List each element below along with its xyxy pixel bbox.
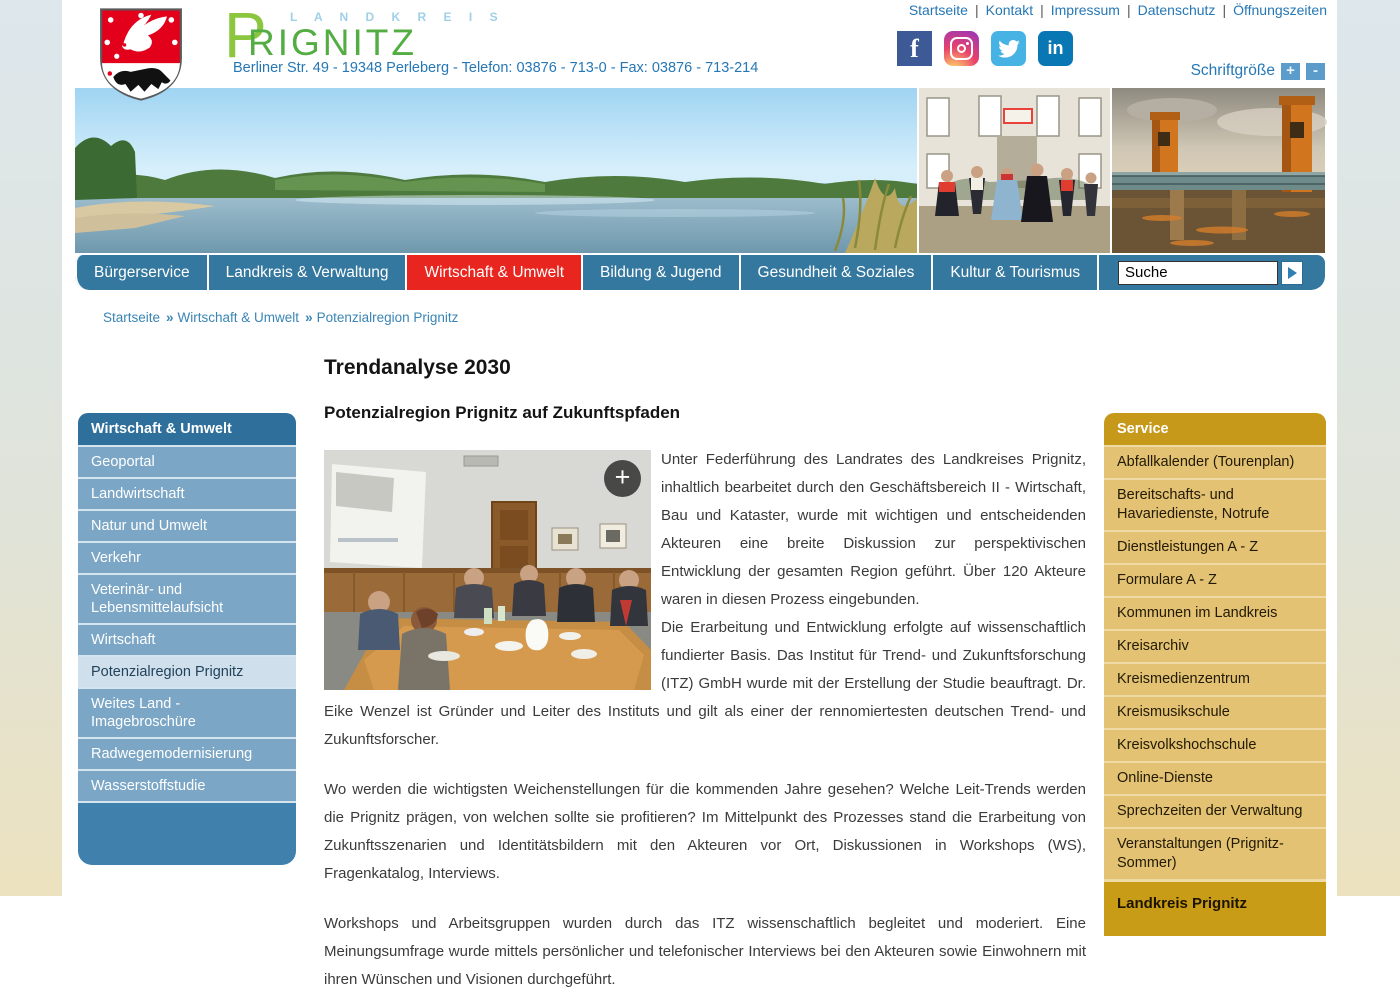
service-item-kommunen[interactable]: Kommunen im Landkreis [1104, 596, 1326, 629]
service-item-kreismedienzentrum[interactable]: Kreismedienzentrum [1104, 662, 1326, 695]
paragraph-4: Workshops und Arbeitsgruppen wurden durch das ITZ wissenschaftlich begleitet und moderiert. Eine Meinungsumfrage wurde mittels persönlicher und telefonischer Interviews bei den Akteuren sowie Einwohnern mit ihren Wünschen und Visionen durchgeführt. [324, 915, 1086, 988]
article-body [324, 446, 1086, 994]
banner-photo-dancers [919, 88, 1110, 253]
service-item-kreismusikschule[interactable]: Kreismusikschule [1104, 695, 1326, 728]
sidebar-item-veterinaer[interactable]: Veterinär- und Lebensmittelaufsicht [78, 573, 296, 623]
service-item-bereitschaftsdienste[interactable]: Bereitschafts- und Havariedienste, Notrufe [1104, 478, 1326, 530]
facebook-icon[interactable]: f [897, 31, 932, 66]
header-banner [75, 88, 1325, 253]
tab-bildung-jugend[interactable]: Bildung & Jugend [583, 255, 741, 290]
top-link-oeffnungszeiten[interactable]: Öffnungszeiten [1233, 2, 1327, 18]
sidebar-item-natur-und-umwelt[interactable]: Natur und Umwelt [78, 509, 296, 541]
breadcrumb-wirtschaft-umwelt[interactable]: Wirtschaft & Umwelt [177, 310, 300, 325]
top-link-kontakt[interactable]: Kontakt [985, 2, 1034, 18]
link-separator: | [1126, 2, 1131, 18]
font-size-label: Schriftgröße [1190, 62, 1275, 79]
paragraph-3: Wo werden die wichtigsten Weichenstellungen für die kommenden Jahre gesehen? Welche Leit-Trends werden die Prignitz prägen, von welchen sollte sie profitieren? Im Mittelpunkt des Prozesses stand die Erarbeitung von Zukunftsszenarien und Identitätsbildern mit den Akteuren vor Ort, Diskussionen in Workshops (WS), Fragenkatalog, Interviews. [324, 781, 1086, 882]
instagram-icon[interactable] [944, 31, 979, 66]
link-separator: | [974, 2, 979, 18]
service-item-abfallkalender[interactable]: Abfallkalender (Tourenplan) [1104, 445, 1326, 478]
search-input[interactable] [1118, 261, 1278, 285]
sidebar-item-weites-land[interactable]: Weites Land - Imagebroschüre [78, 687, 296, 737]
sidebar-filler [78, 801, 296, 865]
instagram-camera-glyph [950, 37, 973, 60]
coat-of-arms-icon [95, 6, 187, 103]
service-sidebar [1104, 413, 1326, 936]
main-navigation [75, 255, 1325, 290]
photo-zoom-button[interactable]: + [604, 460, 641, 497]
social-links [897, 31, 1073, 66]
banner-photo-weir [1112, 88, 1325, 253]
breadcrumb [103, 310, 458, 325]
logo-initial: P [224, 0, 267, 71]
tab-landkreis-verwaltung[interactable]: Landkreis & Verwaltung [209, 255, 408, 290]
font-increase-button[interactable]: + [1281, 63, 1300, 80]
linkedin-icon[interactable]: in [1038, 31, 1073, 66]
tab-buergerservice[interactable]: Bürgerservice [75, 255, 209, 290]
service-item-dienstleistungen[interactable]: Dienstleistungen A - Z [1104, 530, 1326, 563]
breadcrumb-separator: » [305, 310, 311, 325]
meeting-room-photo [324, 450, 651, 690]
link-separator: | [1040, 2, 1044, 18]
twitter-bird-glyph [998, 40, 1020, 58]
content-column [62, 0, 1337, 988]
service-item-kreisvolkshochschule[interactable]: Kreisvolkshochschule [1104, 728, 1326, 761]
breadcrumb-current-page: Potenzialregion Prignitz [316, 310, 459, 325]
sidebar-item-potenzialregion-prignitz[interactable]: Potenzialregion Prignitz [78, 655, 296, 687]
sidebar-item-verkehr[interactable]: Verkehr [78, 541, 296, 573]
service-item-kreisarchiv[interactable]: Kreisarchiv [1104, 629, 1326, 662]
font-size-control [1191, 62, 1325, 80]
paragraph-1-text: Unter Federführung des Landrates des Landkreises Prignitz, inhaltlich bearbeitet durch den Geschäftsbereich II - Wirtschaft, Bau und Kataster, wurde mit wichtigen und entscheidenden Akteuren eine breite Diskussion zur perspektivischen Entwicklung der gesamten Region geführt. Über 120 Akteure waren in diesen Prozess eingebunden. [661, 451, 1086, 608]
font-decrease-button[interactable]: - [1306, 63, 1325, 80]
service-item-veranstaltungen[interactable]: Veranstaltungen (Prignitz-Sommer) [1104, 827, 1326, 879]
breadcrumb-startseite[interactable]: Startseite [103, 310, 161, 325]
service-item-formulare[interactable]: Formulare A - Z [1104, 563, 1326, 596]
service-item-sprechzeiten[interactable]: Sprechzeiten der Verwaltung [1104, 794, 1326, 827]
banner-photo-river [75, 88, 917, 253]
service-header[interactable]: Service [1104, 413, 1326, 445]
tab-gesundheit-soziales[interactable]: Gesundheit & Soziales [741, 255, 934, 290]
logo-kicker: L A N D K R E I S [290, 10, 505, 24]
top-link-impressum[interactable]: Impressum [1050, 2, 1120, 18]
top-link-startseite[interactable]: Startseite [908, 2, 968, 18]
sidebar-menu [78, 445, 296, 801]
search-submit-button[interactable] [1281, 261, 1303, 285]
article-photo[interactable] [324, 450, 651, 690]
link-separator: | [1222, 2, 1227, 18]
utility-nav [909, 2, 1327, 18]
service-item-online-dienste[interactable]: Online-Dienste [1104, 761, 1326, 794]
tab-kultur-tourismus[interactable]: Kultur & Tourismus [933, 255, 1099, 290]
contact-address: Berliner Str. 49 - 19348 Perleberg - Telefon: 03876 - 713-0 - Fax: 03876 - 713-214 [233, 60, 759, 76]
page-title: Trendanalyse 2030 [324, 356, 511, 379]
logo-name: RIGNITZ [248, 22, 417, 63]
sidebar-item-wirtschaft[interactable]: Wirtschaft [78, 623, 296, 655]
search-area [1118, 255, 1325, 290]
search-arrow-icon [1288, 267, 1297, 279]
top-link-datenschutz[interactable]: Datenschutz [1137, 2, 1216, 18]
sidebar-item-radwegemodernisierung[interactable]: Radwegemodernisierung [78, 737, 296, 769]
service-menu [1104, 445, 1326, 879]
section-sidebar [78, 413, 296, 865]
site-header [62, 0, 1337, 88]
twitter-icon[interactable] [991, 31, 1026, 66]
tab-wirtschaft-umwelt[interactable]: Wirtschaft & Umwelt [407, 255, 583, 290]
sidebar-header-wirtschaft-umwelt[interactable]: Wirtschaft & Umwelt [78, 413, 296, 445]
sidebar-item-geoportal[interactable]: Geoportal [78, 445, 296, 477]
paragraph-2-text: Die Erarbeitung und Entwicklung erfolgte auf wissenschaftlich fundierter Basis. Das Institut für Trend- und Zukunftsforschung (ITZ) GmbH wurde mit der Erstellung der Studie beauftragt. Dr. Eike Wenzel ist Gründer und Leiter des Instituts und gilt als einer der rennomiertesten deutschen Trend- und Zukunftsforscher. [324, 619, 1086, 748]
article-subtitle: Potenzialregion Prignitz auf Zukunftspfaden [324, 403, 681, 422]
breadcrumb-separator: » [166, 310, 172, 325]
service-footer-landkreis-prignitz[interactable]: Landkreis Prignitz [1104, 879, 1326, 936]
sidebar-item-landwirtschaft[interactable]: Landwirtschaft [78, 477, 296, 509]
sidebar-item-wasserstoffstudie[interactable]: Wasserstoffstudie [78, 769, 296, 801]
